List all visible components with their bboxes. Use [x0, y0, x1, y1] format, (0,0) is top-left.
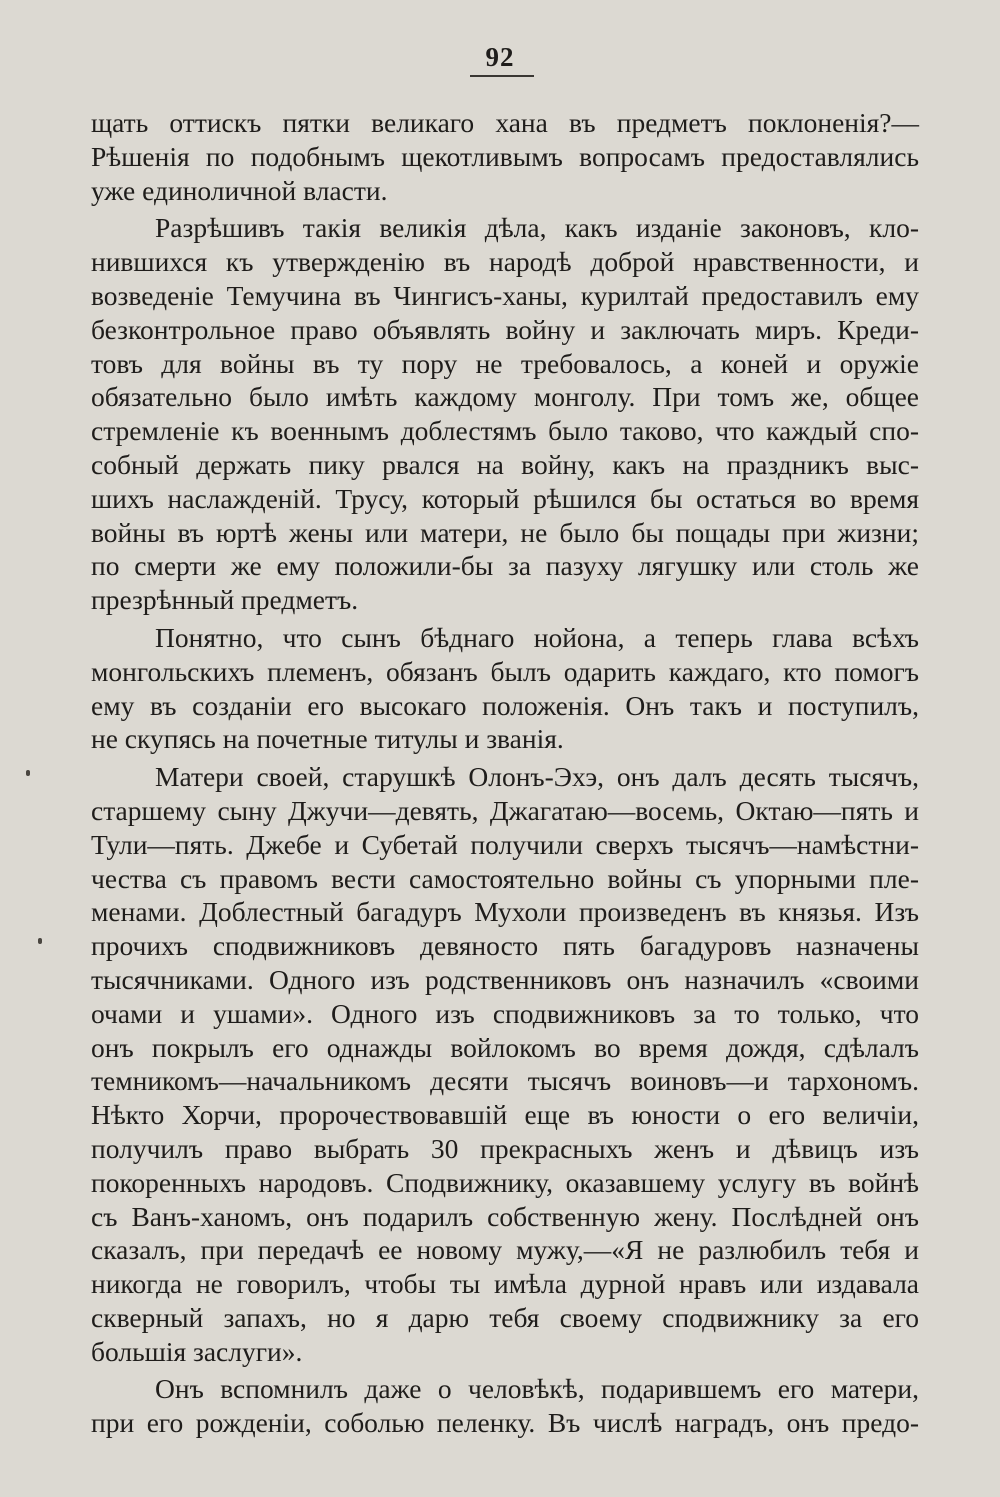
text-line: Понятно, что сынъ бѣднаго нойона, а теперь глава всѣхъ — [155, 621, 919, 653]
text-line: нившихся къ утвержденію въ народѣ доброй нравственности, и — [91, 246, 919, 278]
text-line: ему въ созданіи его высокаго положенія. Онъ такъ и поступилъ, — [91, 689, 919, 721]
text-line: возведеніе Темучина въ Чингисъ-ханы, курилтай предоставилъ ему — [91, 279, 919, 311]
text-line: большія заслуги». — [91, 1335, 303, 1367]
text-line: прочихъ сподвижниковъ девяносто пять багадуровъ назначены — [91, 930, 919, 962]
text-line: Тули—пять. Джебе и Субетай получили сверхъ тысячъ—намѣстни- — [91, 828, 919, 860]
text-line: темникомъ—начальникомъ десяти тысячъ воиновъ—и тархономъ. — [91, 1065, 919, 1097]
paper-speck — [38, 938, 42, 944]
text-line: обязательно было имѣть каждому монголу. При томъ же, общее — [91, 381, 919, 413]
text-line: уже единоличной власти. — [91, 174, 388, 206]
text-line: войны въ юртѣ жены или матери, не было бы пощады при жизни; — [91, 516, 919, 548]
text-line: старшему сыну Джучи—девять, Джагатаю—восемь, Октаю—пять и — [91, 794, 919, 826]
text-line: презрѣнный предметъ. — [91, 584, 359, 616]
paragraph — [91, 106, 919, 207]
text-line: Онъ вспомнилъ даже о человѣкѣ, подарившемъ его матери, — [155, 1373, 919, 1405]
text-line: Нѣкто Хорчи, пророчествовавшій еще въ юности о его величіи, — [91, 1099, 919, 1131]
page-number-rule — [470, 75, 534, 77]
text-line: менами. Доблестный багадуръ Мухоли произведенъ въ князья. Изъ — [91, 896, 919, 928]
text-line: съ Ванъ-ханомъ, онъ подарилъ собственную жену. Послѣдней онъ — [91, 1200, 919, 1232]
text-line: Рѣшенія по подобнымъ щекотливымъ вопросамъ предоставлялись — [91, 140, 919, 172]
text-line: очами и ушами». Одного изъ сподвижниковъ за то только, что — [91, 997, 919, 1029]
text-line: товъ для войны въ ту пору не требовалось, а коней и оружіе — [91, 347, 919, 379]
page-number: 92 — [485, 42, 515, 72]
text-line: щать оттискъ пятки великаго хана въ предметъ поклоненія?— — [91, 107, 919, 138]
text-line: скверный запахъ, но я дарю тебя своему сподвижнику за его — [91, 1301, 919, 1333]
text-line: по смерти же ему положили-бы за пазуху лягушку или столь же — [91, 550, 919, 582]
text-line: собный держать пику рвался на войну, какъ на праздникъ выс- — [91, 448, 919, 480]
text-line: стремленіе къ военнымъ доблестямъ было таково, что каждый спо- — [91, 415, 919, 447]
paragraph — [91, 211, 919, 617]
text-line: Матери своей, старушкѣ Олонъ-Эхэ, онъ далъ десять тысячъ, — [155, 761, 919, 793]
text-line: монгольскихъ племенъ, обязанъ былъ одарить каждаго, кто помогъ — [91, 655, 919, 687]
text-line: никогда не говорилъ, чтобы ты имѣла дурной нравъ или издавала — [91, 1268, 919, 1300]
text-line: получилъ право выбрать 30 прекрасныхъ женъ и дѣвицъ изъ — [91, 1132, 919, 1164]
text-line: Разрѣшивъ такія великія дѣла, какъ изданіе законовъ, кло- — [155, 212, 919, 244]
text-line: онъ покрылъ его однажды войлокомъ во время дождя, сдѣлалъ — [91, 1031, 919, 1063]
paper-speck — [26, 770, 30, 776]
text-line: покоренныхъ народовъ. Сподвижнику, оказавшему услугу въ войнѣ — [91, 1166, 919, 1198]
text-line: тысячниками. Одного изъ родственниковъ онъ назначилъ «своими — [91, 963, 919, 995]
paragraph — [91, 760, 919, 1368]
text-line: чества съ правомъ вести самостоятельно войны съ упорными пле- — [91, 862, 919, 894]
text-line: сказалъ, при передачѣ ее новому мужу,—«Я не разлюбилъ тебя и — [91, 1234, 919, 1266]
text-line: шихъ наслажденій. Трусу, который рѣшился бы остаться во время — [91, 482, 919, 514]
paragraph — [91, 1372, 919, 1440]
text-line: не скупясь на почетные титулы и званія. — [91, 723, 564, 755]
text-line: безконтрольное право объявлять войну и заключать миръ. Креди- — [91, 313, 919, 345]
text-line: при его рожденіи, соболью пеленку. Въ числѣ наградъ, онъ предо- — [91, 1407, 919, 1439]
page-body-text — [91, 106, 919, 1444]
paragraph — [91, 621, 919, 756]
